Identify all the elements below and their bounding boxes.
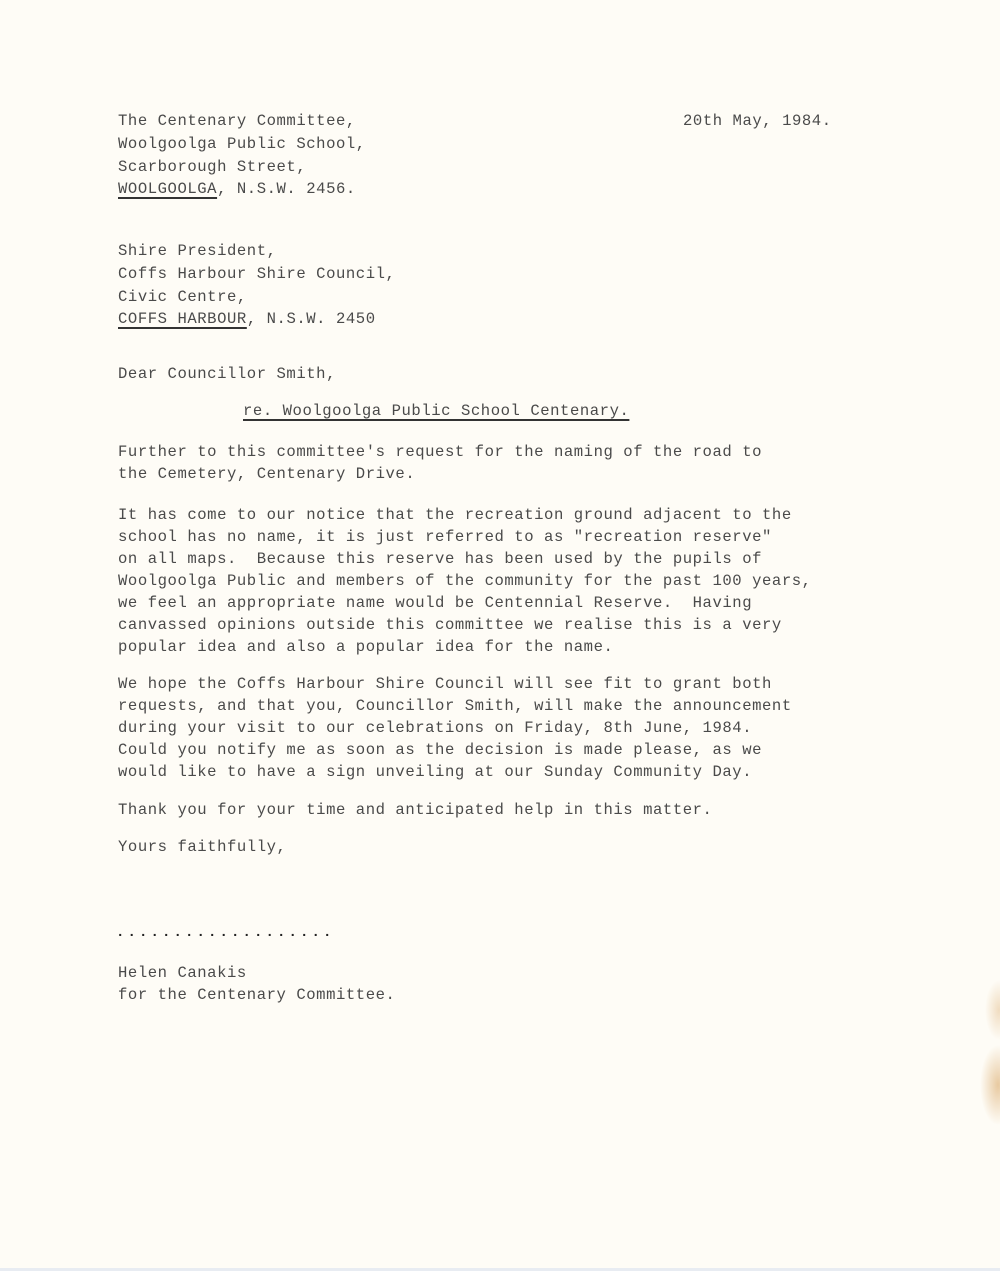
paragraph-line: Could you notify me as soon as the decision is made please, as we <box>118 741 763 759</box>
subject-line: re. Woolgoolga Public School Centenary. <box>243 402 630 420</box>
paragraph-line: popular idea and also a popular idea for the name. <box>118 638 614 656</box>
sender-line: Woolgoolga Public School, <box>118 135 366 153</box>
signature-line: ................... <box>116 925 335 941</box>
salutation: Dear Councillor Smith, <box>118 365 336 383</box>
paragraph-line: we feel an appropriate name would be Centennial Reserve. Having <box>118 594 753 612</box>
signatory-name: Helen Canakis <box>118 964 247 982</box>
paragraph-line: Woolgoolga Public and members of the community for the past 100 years, <box>118 572 812 590</box>
paragraph-line: Further to this committee's request for the naming of the road to <box>118 443 763 461</box>
paragraph-line: during your visit to our celebrations on Friday, 8th June, 1984. <box>118 719 753 737</box>
closing: Yours faithfully, <box>118 838 287 856</box>
paragraph-line: requests, and that you, Councillor Smith, will make the announcement <box>118 697 792 715</box>
recipient-town-line <box>118 308 376 330</box>
paragraph-line: the Cemetery, Centenary Drive. <box>118 465 416 483</box>
recipient-line: Civic Centre, <box>118 288 247 306</box>
sender-line: The Centenary Committee, <box>118 112 356 130</box>
paragraph-line: on all maps. Because this reserve has been used by the pupils of <box>118 550 763 568</box>
recipient-line: Coffs Harbour Shire Council, <box>118 265 396 283</box>
paragraph-line: would like to have a sign unveiling at our Sunday Community Day. <box>118 763 753 781</box>
sender-town-line <box>118 178 356 200</box>
letter-date: 20th May, 1984. <box>683 112 832 130</box>
paragraph-line: canvassed opinions outside this committee we realise this is a very <box>118 616 782 634</box>
paragraph-line: Thank you for your time and anticipated help in this matter. <box>118 801 713 819</box>
paragraph-line: It has come to our notice that the recreation ground adjacent to the <box>118 506 792 524</box>
paragraph-line: school has no name, it is just referred to as "recreation reserve" <box>118 528 772 546</box>
recipient-line: Shire President, <box>118 242 277 260</box>
recipient-town-suffix: , N.S.W. 2450 <box>246 310 376 328</box>
sender-town: WOOLGOOLGA <box>118 180 218 198</box>
recipient-town: COFFS HARBOUR <box>118 310 247 328</box>
signatory-role: for the Centenary Committee. <box>118 986 396 1004</box>
sender-town-suffix: , N.S.W. 2456. <box>217 180 356 198</box>
sender-line: Scarborough Street, <box>118 158 307 176</box>
paragraph-line: We hope the Coffs Harbour Shire Council will see fit to grant both <box>118 675 772 693</box>
